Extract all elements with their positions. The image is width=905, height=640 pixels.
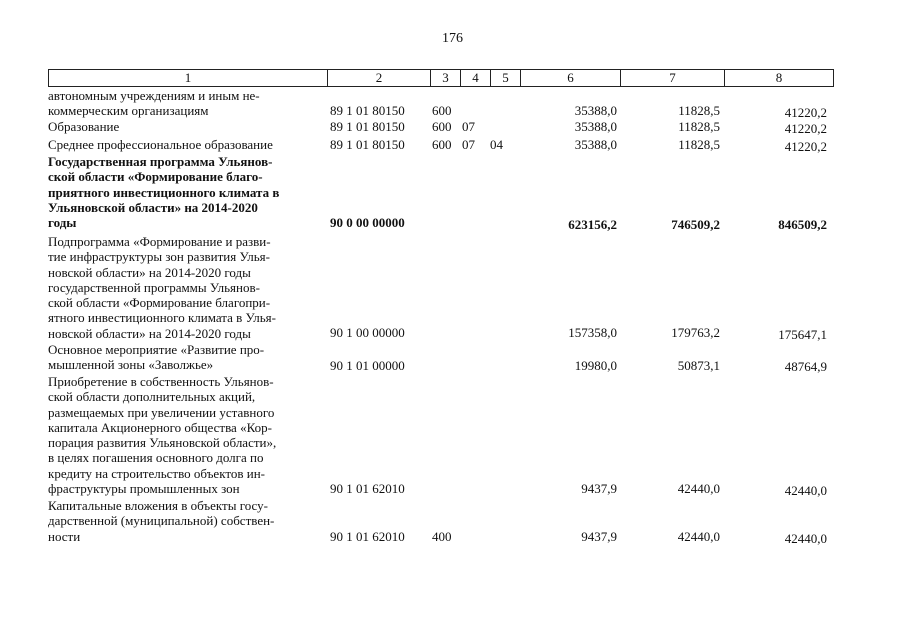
row-value-col7: 42440,0 bbox=[677, 481, 720, 496]
row-value-col7: 42440,0 bbox=[677, 529, 720, 544]
table-row bbox=[0, 234, 905, 342]
row-value-col8: 41220,2 bbox=[784, 139, 827, 154]
row-value-col8: 846509,2 bbox=[778, 217, 827, 232]
row-value-col7: 11828,5 bbox=[678, 103, 720, 118]
page-number: 176 bbox=[442, 31, 463, 46]
row-value-col7: 50873,1 bbox=[677, 358, 720, 373]
row-value-col6: 9437,9 bbox=[581, 529, 617, 544]
row-value-col7: 746509,2 bbox=[671, 217, 720, 232]
header-col-4: 4 bbox=[461, 70, 491, 86]
header-col-3: 3 bbox=[431, 70, 461, 86]
header-col-5: 5 bbox=[491, 70, 521, 86]
table-row bbox=[0, 374, 905, 498]
row-value-col8: 42440,0 bbox=[784, 531, 827, 546]
row-code: 90 1 01 62010 bbox=[330, 481, 405, 496]
row-value-col6: 35388,0 bbox=[574, 137, 617, 152]
row-value-col6: 157358,0 bbox=[568, 325, 617, 340]
row-description: Капитальные вложения в объекты госу- дарственной (муниципальной) собствен- ности bbox=[48, 498, 275, 544]
row-vr: 400 bbox=[432, 529, 452, 544]
row-description: Образование bbox=[48, 119, 120, 134]
table-row bbox=[0, 154, 905, 234]
row-value-col6: 9437,9 bbox=[581, 481, 617, 496]
row-code: 90 0 00 00000 bbox=[330, 215, 405, 230]
row-value-col7: 11828,5 bbox=[678, 137, 720, 152]
row-value-col8: 41220,2 bbox=[784, 105, 827, 120]
row-value-col6: 623156,2 bbox=[568, 217, 617, 232]
row-pr: 04 bbox=[490, 137, 503, 152]
header-col-1: 1 bbox=[49, 70, 328, 86]
row-description: Приобретение в собственность Ульянов- ской области дополнительных акций, размещаемых при увеличении уставного капитала Акционерного общества «Кор- порация развития Ульяновской области», в целях погашения основного долга по кредиту на строительство объектов ин- фраструктуры промышленных зон bbox=[48, 374, 277, 497]
row-value-col7: 11828,5 bbox=[678, 119, 720, 134]
row-vr: 600 bbox=[432, 119, 452, 134]
row-value-col6: 35388,0 bbox=[574, 103, 617, 118]
row-code: 90 1 01 00000 bbox=[330, 358, 405, 373]
row-code: 89 1 01 80150 bbox=[330, 103, 405, 118]
row-code: 90 1 01 62010 bbox=[330, 529, 405, 544]
table-row bbox=[0, 342, 905, 374]
table-row bbox=[0, 88, 905, 119]
row-description: автономным учреждениям и иным не- коммерческим организациям bbox=[48, 88, 260, 119]
row-value-col6: 35388,0 bbox=[574, 119, 617, 134]
row-value-col7: 179763,2 bbox=[671, 325, 720, 340]
row-description: Подпрограмма «Формирование и разви- тие инфраструктуры зон развития Улья- новской области» на 2014-2020 годы государственной программы Ульянов- ской области «Формирование благопри- ятного инвестиционного климата в Улья- новской области» на 2014-2020 годы bbox=[48, 234, 276, 341]
row-vr: 600 bbox=[432, 137, 452, 152]
row-value-col8: 41220,2 bbox=[784, 121, 827, 136]
row-code: 89 1 01 80150 bbox=[330, 119, 405, 134]
row-description: Среднее профессиональное образование bbox=[48, 137, 273, 152]
row-code: 89 1 01 80150 bbox=[330, 137, 405, 152]
row-vr: 600 bbox=[432, 103, 452, 118]
row-description: Государственная программа Ульянов- ской области «Формирование благо- приятного инвестиционного климата в Ульяновской области» на 2014-2020 годы bbox=[48, 154, 280, 231]
row-rz: 07 bbox=[462, 137, 475, 152]
table-header bbox=[48, 69, 834, 87]
header-col-8: 8 bbox=[775, 70, 783, 85]
table-row bbox=[0, 119, 905, 137]
header-col-6: 6 bbox=[521, 70, 621, 86]
row-code: 90 1 00 00000 bbox=[330, 325, 405, 340]
row-value-col8: 175647,1 bbox=[778, 327, 827, 342]
row-rz: 07 bbox=[462, 119, 475, 134]
table-body bbox=[0, 88, 905, 546]
table-row bbox=[0, 137, 905, 154]
row-description: Основное мероприятие «Развитие про- мышленной зоны «Заволжье» bbox=[48, 342, 265, 373]
header-col-2: 2 bbox=[328, 70, 431, 86]
row-value-col8: 42440,0 bbox=[784, 483, 827, 498]
table-row bbox=[0, 498, 905, 546]
row-value-col6: 19980,0 bbox=[574, 358, 617, 373]
header-col-7: 7 bbox=[621, 70, 725, 86]
row-value-col8: 48764,9 bbox=[784, 359, 827, 374]
